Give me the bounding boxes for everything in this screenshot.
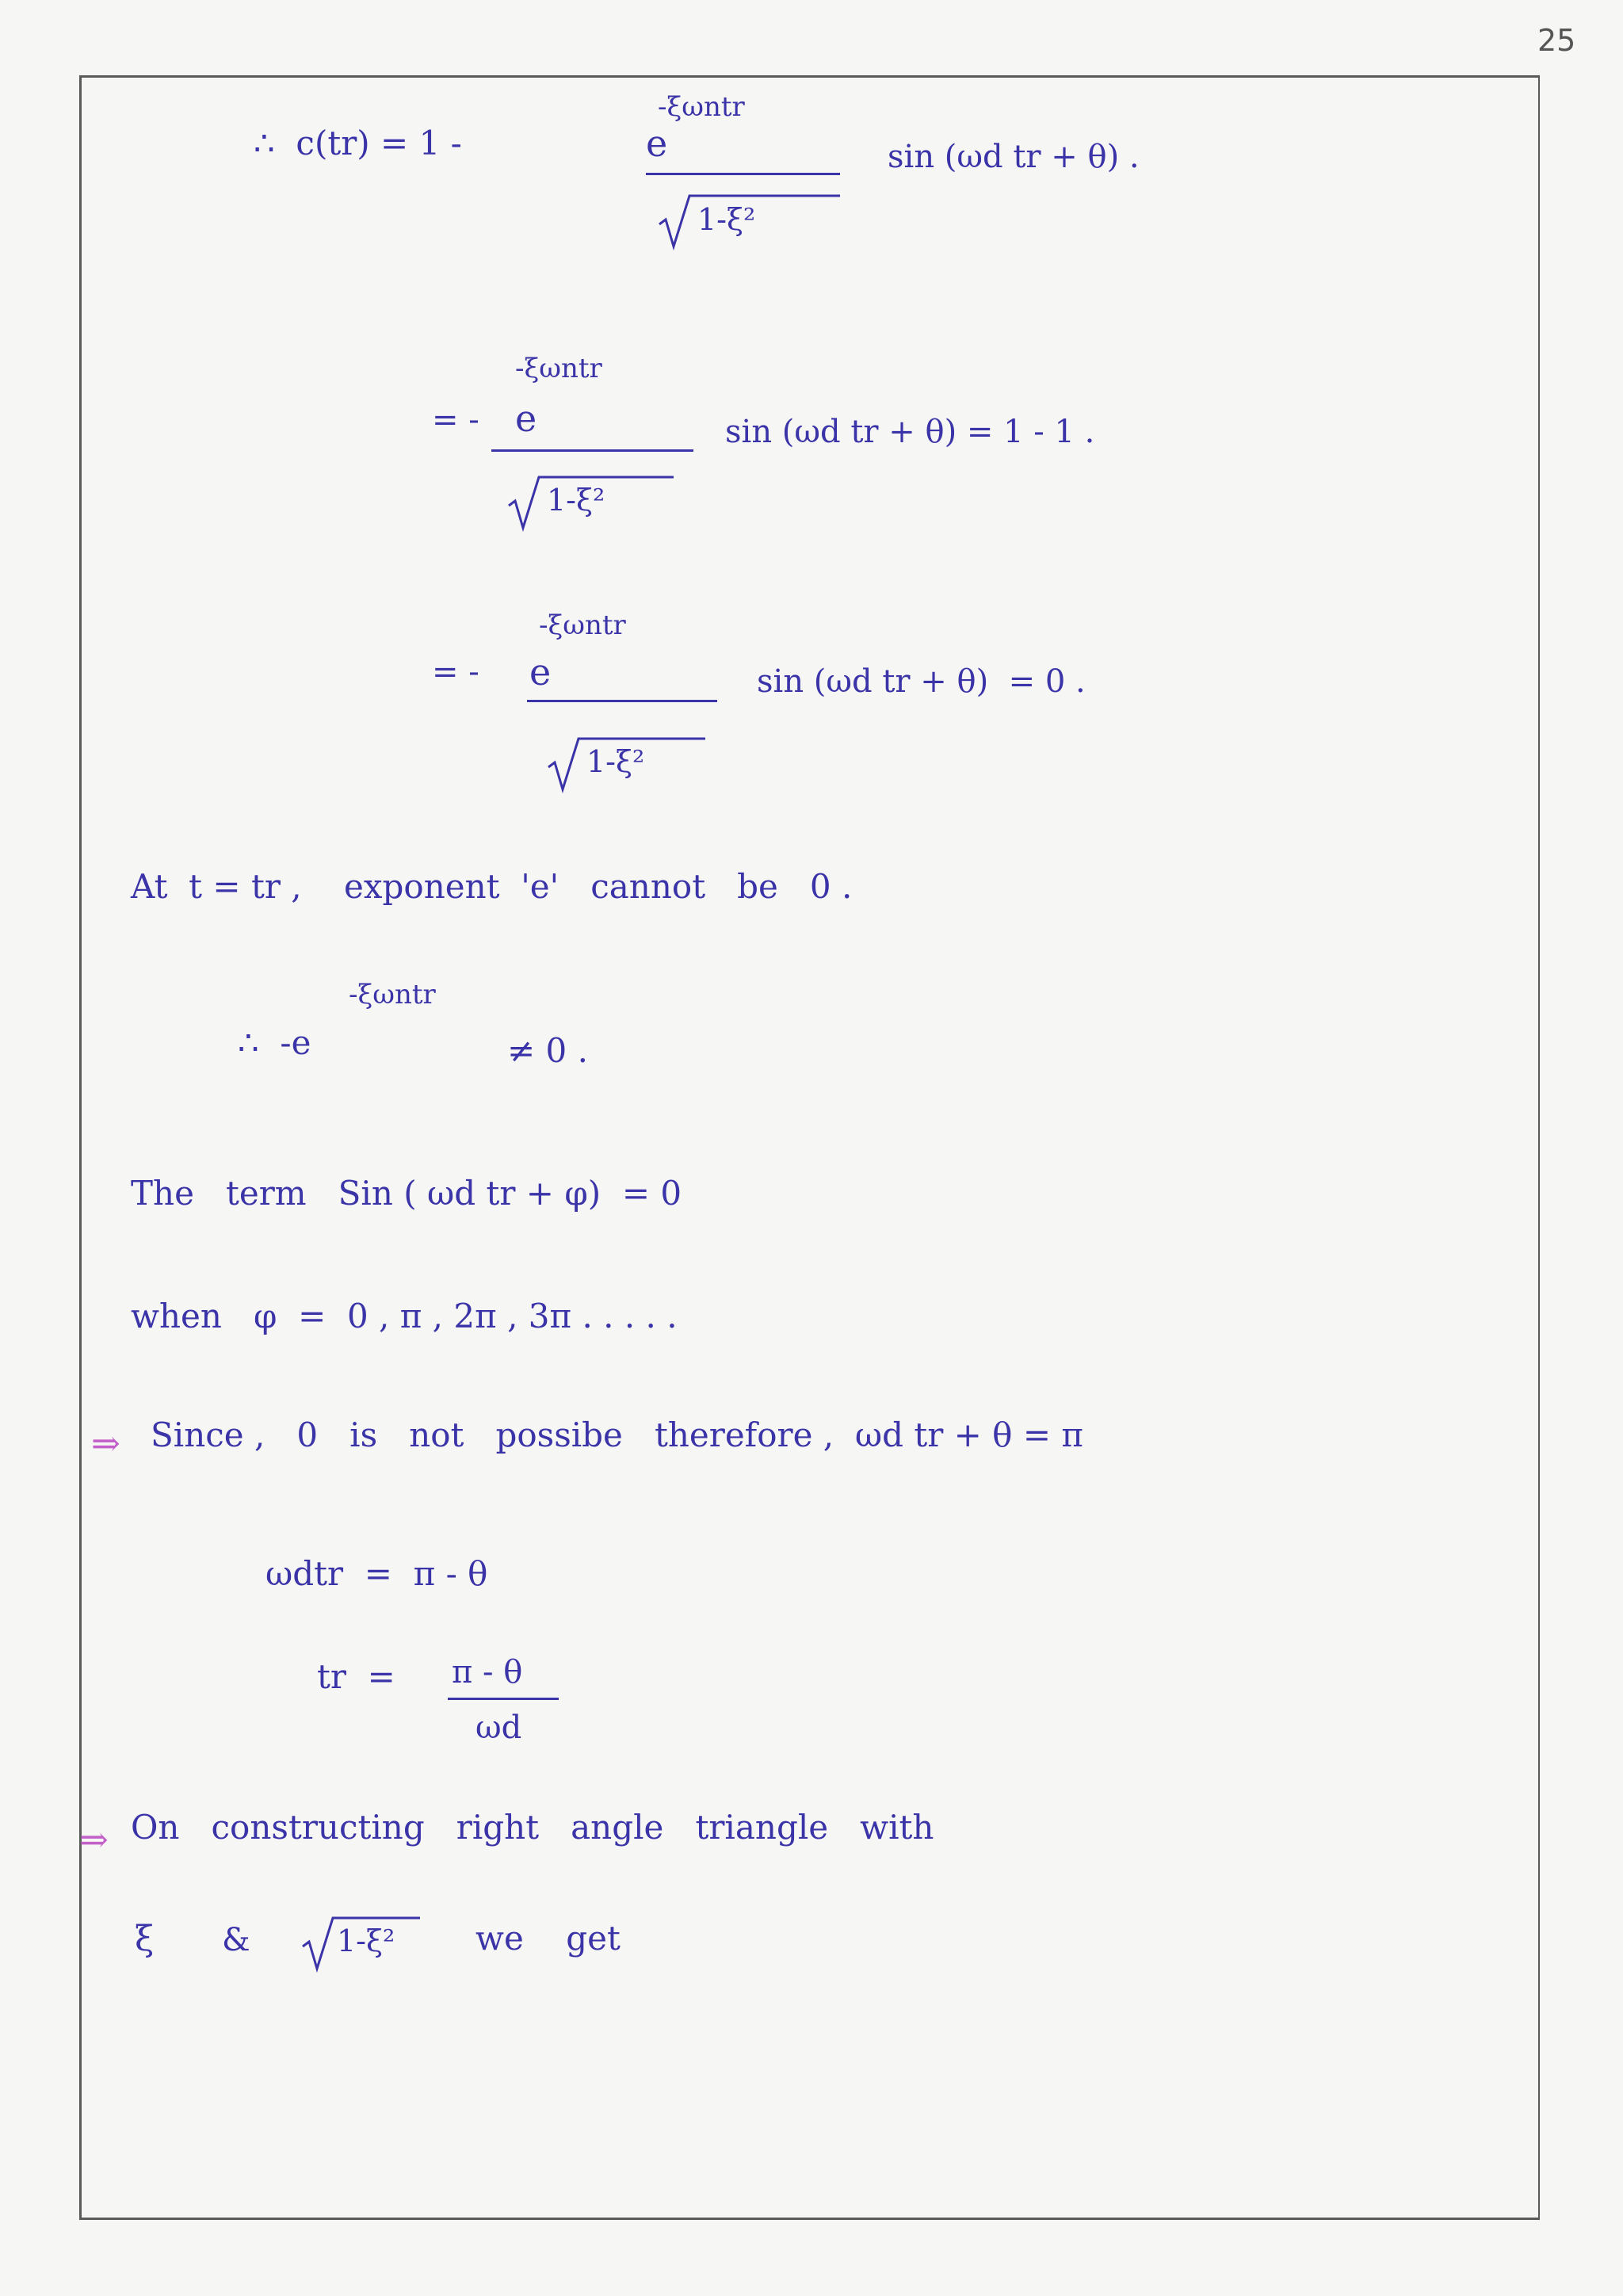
since-text: Since , 0 is not possibe therefore , ωd tr + θ = π <box>151 1415 1083 1454</box>
nonzero-exponent: -ξωntr <box>349 979 436 1010</box>
and-symbol: & <box>222 1922 250 1958</box>
eq1-fraction-bar <box>646 173 840 175</box>
eq3-base: e <box>529 651 552 693</box>
eq2-fraction-bar <box>491 449 693 452</box>
xi-radicand: 1-ξ² <box>337 1924 395 1958</box>
eq2-exponent: -ξωntr <box>515 353 602 384</box>
eq2-base: e <box>515 397 537 440</box>
text-at-t-equals-tr: At t = tr , exponent 'e' cannot be 0 . <box>131 867 853 906</box>
eq3-trailing: sin (ωd tr + θ) = 0 . <box>757 663 1086 700</box>
eq3-fraction-bar <box>527 700 717 702</box>
eq1-lhs: ∴ c(tr) = 1 - <box>254 124 462 162</box>
eq2-denominator: 1-ξ² <box>547 483 605 518</box>
eq1-trailing: sin (ωd tr + θ) . <box>888 139 1140 175</box>
eq3-sqrt-sign <box>547 737 586 793</box>
eq3-prefix: = - <box>432 654 479 690</box>
eq1-denominator: 1-ξ² <box>697 202 756 237</box>
page-number: 25 <box>1537 23 1576 58</box>
eq1-sqrt-sign <box>658 194 697 250</box>
eq1-base: e <box>646 122 668 165</box>
tr-numerator: π - θ <box>452 1654 523 1690</box>
eq2-sqrt-sign <box>507 476 547 531</box>
text-the-term: The term Sin ( ωd tr + φ) = 0 <box>131 1174 682 1213</box>
eq2-prefix: = - <box>432 402 479 438</box>
tr-fraction-bar <box>448 1698 559 1700</box>
tr-denominator: ωd <box>475 1710 522 1746</box>
xi-sqrt-sign <box>301 1916 341 1972</box>
nonzero-suffix: ≠ 0 . <box>507 1031 588 1070</box>
we-get-text: we get <box>475 1919 621 1958</box>
implies-arrow-icon: ⇒ <box>79 1820 109 1860</box>
xi-symbol: ξ <box>135 1919 155 1959</box>
tr-lhs: tr = <box>317 1657 395 1696</box>
text-when-phi: when φ = 0 , π , 2π , 3π . . . . . <box>131 1297 678 1335</box>
on-constructing-text: On constructing right angle triangle with <box>131 1808 934 1847</box>
page-border <box>79 75 1540 2220</box>
eq1-exponent: -ξωntr <box>658 91 745 123</box>
eq3-exponent: -ξωntr <box>539 609 626 641</box>
implies-arrow-icon: ⇒ <box>91 1423 120 1464</box>
equation-wd-tr: ωdtr = π - θ <box>265 1554 488 1593</box>
eq3-denominator: 1-ξ² <box>586 744 645 779</box>
eq2-trailing: sin (ωd tr + θ) = 1 - 1 . <box>725 414 1095 450</box>
nonzero-prefix: ∴ -e <box>238 1023 311 1062</box>
